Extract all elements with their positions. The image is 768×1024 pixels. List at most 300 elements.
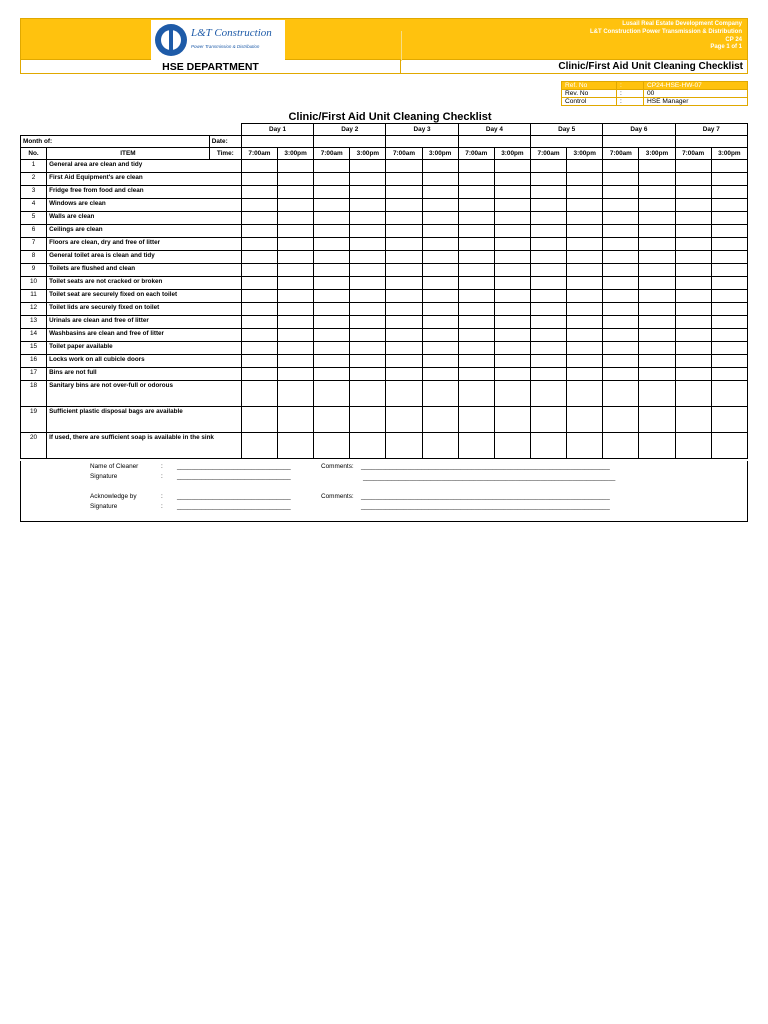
date-field[interactable] — [386, 136, 458, 148]
check-cell[interactable] — [314, 186, 350, 199]
check-cell[interactable] — [603, 251, 639, 264]
check-cell[interactable] — [278, 329, 314, 342]
check-cell[interactable] — [241, 238, 277, 251]
check-cell[interactable] — [314, 225, 350, 238]
check-cell[interactable] — [458, 212, 494, 225]
check-cell[interactable] — [458, 238, 494, 251]
check-cell[interactable] — [278, 212, 314, 225]
check-cell[interactable] — [711, 303, 747, 316]
check-cell[interactable] — [422, 173, 458, 186]
check-cell[interactable] — [639, 251, 675, 264]
check-cell[interactable] — [675, 368, 711, 381]
check-cell[interactable] — [567, 264, 603, 277]
check-cell[interactable] — [675, 290, 711, 303]
check-cell[interactable] — [458, 199, 494, 212]
date-field[interactable] — [675, 136, 747, 148]
check-cell[interactable] — [458, 355, 494, 368]
check-cell[interactable] — [422, 186, 458, 199]
comments-field[interactable]: _______________________________________________________________________ — [363, 474, 616, 481]
check-cell[interactable] — [386, 290, 422, 303]
check-cell[interactable] — [241, 173, 277, 186]
check-cell[interactable] — [675, 407, 711, 433]
check-cell[interactable] — [639, 199, 675, 212]
name-of-cleaner-field[interactable]: ________________________________ — [177, 463, 291, 470]
check-cell[interactable] — [278, 264, 314, 277]
check-cell[interactable] — [639, 381, 675, 407]
check-cell[interactable] — [639, 290, 675, 303]
check-cell[interactable] — [675, 381, 711, 407]
check-cell[interactable] — [386, 329, 422, 342]
check-cell[interactable] — [531, 212, 567, 225]
check-cell[interactable] — [567, 251, 603, 264]
day-header: Day 1 — [241, 124, 313, 136]
check-cell[interactable] — [567, 186, 603, 199]
check-cell[interactable] — [711, 199, 747, 212]
check-cell[interactable] — [350, 329, 386, 342]
check-cell[interactable] — [314, 329, 350, 342]
check-cell[interactable] — [531, 290, 567, 303]
check-cell[interactable] — [603, 212, 639, 225]
check-cell[interactable] — [531, 342, 567, 355]
check-cell[interactable] — [603, 355, 639, 368]
date-field[interactable] — [531, 136, 603, 148]
check-cell[interactable] — [675, 303, 711, 316]
check-cell[interactable] — [567, 238, 603, 251]
check-cell[interactable] — [278, 433, 314, 459]
check-cell[interactable] — [603, 407, 639, 433]
check-cell[interactable] — [278, 290, 314, 303]
check-cell[interactable] — [567, 303, 603, 316]
check-cell[interactable] — [278, 303, 314, 316]
check-cell[interactable] — [603, 381, 639, 407]
check-cell[interactable] — [675, 316, 711, 329]
check-cell[interactable] — [241, 355, 277, 368]
check-cell[interactable] — [458, 225, 494, 238]
check-cell[interactable] — [241, 433, 277, 459]
check-cell[interactable] — [458, 277, 494, 290]
check-cell[interactable] — [567, 329, 603, 342]
check-cell[interactable] — [314, 173, 350, 186]
check-cell[interactable] — [386, 355, 422, 368]
check-cell[interactable] — [422, 290, 458, 303]
check-cell[interactable] — [531, 407, 567, 433]
check-cell[interactable] — [386, 407, 422, 433]
check-cell[interactable] — [422, 303, 458, 316]
check-cell[interactable] — [386, 199, 422, 212]
check-cell[interactable] — [567, 160, 603, 173]
check-cell[interactable] — [422, 329, 458, 342]
check-cell[interactable] — [314, 368, 350, 381]
check-cell[interactable] — [603, 277, 639, 290]
check-cell[interactable] — [675, 433, 711, 459]
item-number: 7 — [21, 238, 47, 251]
check-cell[interactable] — [494, 199, 530, 212]
check-cell[interactable] — [567, 355, 603, 368]
check-cell[interactable] — [350, 290, 386, 303]
check-cell[interactable] — [675, 225, 711, 238]
check-cell[interactable] — [494, 251, 530, 264]
check-cell[interactable] — [603, 329, 639, 342]
check-cell[interactable] — [494, 186, 530, 199]
check-cell[interactable] — [711, 264, 747, 277]
check-cell[interactable] — [711, 277, 747, 290]
check-cell[interactable] — [386, 160, 422, 173]
check-cell[interactable] — [350, 251, 386, 264]
acknowledge-by-field[interactable]: ________________________________ — [177, 493, 291, 500]
check-cell[interactable] — [422, 433, 458, 459]
check-cell[interactable] — [350, 173, 386, 186]
check-cell[interactable] — [241, 199, 277, 212]
check-cell[interactable] — [278, 355, 314, 368]
check-cell[interactable] — [711, 212, 747, 225]
check-cell[interactable] — [531, 316, 567, 329]
date-field[interactable] — [603, 136, 675, 148]
check-cell[interactable] — [458, 407, 494, 433]
check-cell[interactable] — [278, 277, 314, 290]
check-cell[interactable] — [494, 381, 530, 407]
check-cell[interactable] — [386, 173, 422, 186]
comments-field[interactable]: ______________________________________________________________________ — [361, 493, 610, 500]
check-cell[interactable] — [675, 251, 711, 264]
check-cell[interactable] — [675, 355, 711, 368]
check-cell[interactable] — [314, 381, 350, 407]
check-cell[interactable] — [711, 368, 747, 381]
check-cell[interactable] — [386, 212, 422, 225]
check-cell[interactable] — [531, 251, 567, 264]
check-cell[interactable] — [350, 368, 386, 381]
check-cell[interactable] — [350, 160, 386, 173]
check-cell[interactable] — [494, 277, 530, 290]
check-cell[interactable] — [675, 264, 711, 277]
check-cell[interactable] — [711, 433, 747, 459]
table-row — [21, 290, 748, 303]
check-cell[interactable] — [639, 238, 675, 251]
check-cell[interactable] — [494, 407, 530, 433]
check-cell[interactable] — [675, 238, 711, 251]
check-cell[interactable] — [241, 225, 277, 238]
check-cell[interactable] — [458, 264, 494, 277]
check-cell[interactable] — [314, 264, 350, 277]
check-cell[interactable] — [422, 368, 458, 381]
check-cell[interactable] — [422, 355, 458, 368]
check-cell[interactable] — [567, 277, 603, 290]
check-cell[interactable] — [531, 303, 567, 316]
check-cell[interactable] — [241, 316, 277, 329]
check-cell[interactable] — [278, 199, 314, 212]
check-cell[interactable] — [494, 355, 530, 368]
check-cell[interactable] — [386, 381, 422, 407]
check-cell[interactable] — [458, 433, 494, 459]
check-cell[interactable] — [422, 264, 458, 277]
check-cell[interactable] — [350, 316, 386, 329]
check-cell[interactable] — [531, 329, 567, 342]
time-header: 7:00am — [603, 148, 639, 160]
check-cell[interactable] — [711, 381, 747, 407]
check-cell[interactable] — [494, 303, 530, 316]
check-cell[interactable] — [422, 381, 458, 407]
check-cell[interactable] — [531, 186, 567, 199]
check-cell[interactable] — [639, 303, 675, 316]
check-cell[interactable] — [531, 225, 567, 238]
check-cell[interactable] — [603, 225, 639, 238]
check-cell[interactable] — [422, 251, 458, 264]
check-cell[interactable] — [278, 407, 314, 433]
check-cell[interactable] — [711, 290, 747, 303]
check-cell[interactable] — [567, 381, 603, 407]
check-cell[interactable] — [422, 316, 458, 329]
check-cell[interactable] — [603, 160, 639, 173]
check-cell[interactable] — [241, 368, 277, 381]
check-cell[interactable] — [241, 329, 277, 342]
comments-field[interactable]: ______________________________________________________________________ — [361, 463, 610, 470]
check-cell[interactable] — [241, 290, 277, 303]
check-cell[interactable] — [603, 199, 639, 212]
check-cell[interactable] — [350, 342, 386, 355]
check-cell[interactable] — [241, 160, 277, 173]
check-cell[interactable] — [603, 433, 639, 459]
check-cell[interactable] — [531, 199, 567, 212]
check-cell[interactable] — [314, 160, 350, 173]
check-cell[interactable] — [639, 160, 675, 173]
check-cell[interactable] — [494, 212, 530, 225]
check-cell[interactable] — [422, 407, 458, 433]
check-cell[interactable] — [278, 173, 314, 186]
check-cell[interactable] — [639, 329, 675, 342]
check-cell[interactable] — [711, 186, 747, 199]
check-cell[interactable] — [278, 342, 314, 355]
check-cell[interactable] — [675, 160, 711, 173]
check-cell[interactable] — [314, 277, 350, 290]
check-cell[interactable] — [494, 160, 530, 173]
check-cell[interactable] — [603, 290, 639, 303]
check-cell[interactable] — [241, 277, 277, 290]
check-cell[interactable] — [278, 186, 314, 199]
check-cell[interactable] — [314, 251, 350, 264]
check-cell[interactable] — [567, 368, 603, 381]
check-cell[interactable] — [422, 225, 458, 238]
check-cell[interactable] — [350, 238, 386, 251]
check-cell[interactable] — [494, 329, 530, 342]
check-cell[interactable] — [711, 329, 747, 342]
check-cell[interactable] — [458, 316, 494, 329]
check-cell[interactable] — [639, 277, 675, 290]
check-cell[interactable] — [711, 238, 747, 251]
check-cell[interactable] — [386, 264, 422, 277]
check-cell[interactable] — [639, 355, 675, 368]
check-cell[interactable] — [350, 264, 386, 277]
check-cell[interactable] — [711, 225, 747, 238]
date-field[interactable] — [458, 136, 530, 148]
check-cell[interactable] — [458, 329, 494, 342]
check-cell[interactable] — [314, 342, 350, 355]
check-cell[interactable] — [711, 316, 747, 329]
check-cell[interactable] — [603, 342, 639, 355]
check-cell[interactable] — [639, 212, 675, 225]
check-cell[interactable] — [711, 355, 747, 368]
signature-field[interactable]: ________________________________ — [177, 473, 291, 480]
check-cell[interactable] — [278, 160, 314, 173]
check-cell[interactable] — [639, 316, 675, 329]
check-cell[interactable] — [531, 160, 567, 173]
check-cell[interactable] — [494, 433, 530, 459]
check-cell[interactable] — [675, 212, 711, 225]
check-cell[interactable] — [567, 290, 603, 303]
check-cell[interactable] — [314, 316, 350, 329]
check-cell[interactable] — [567, 407, 603, 433]
check-cell[interactable] — [603, 173, 639, 186]
check-cell[interactable] — [422, 238, 458, 251]
check-cell[interactable] — [350, 303, 386, 316]
check-cell[interactable] — [675, 329, 711, 342]
check-cell[interactable] — [241, 186, 277, 199]
check-cell[interactable] — [567, 316, 603, 329]
check-cell[interactable] — [531, 238, 567, 251]
check-cell[interactable] — [603, 316, 639, 329]
check-cell[interactable] — [494, 173, 530, 186]
check-cell[interactable] — [458, 186, 494, 199]
check-cell[interactable] — [675, 173, 711, 186]
check-cell[interactable] — [422, 199, 458, 212]
check-cell[interactable] — [241, 212, 277, 225]
check-cell[interactable] — [567, 199, 603, 212]
check-cell[interactable] — [603, 264, 639, 277]
check-cell[interactable] — [531, 173, 567, 186]
check-cell[interactable] — [494, 264, 530, 277]
check-cell[interactable] — [494, 290, 530, 303]
check-cell[interactable] — [386, 251, 422, 264]
check-cell[interactable] — [386, 342, 422, 355]
check-cell[interactable] — [675, 186, 711, 199]
check-cell[interactable] — [567, 173, 603, 186]
check-cell[interactable] — [314, 355, 350, 368]
check-cell[interactable] — [350, 186, 386, 199]
check-cell[interactable] — [567, 225, 603, 238]
check-cell[interactable] — [458, 251, 494, 264]
check-cell[interactable] — [458, 290, 494, 303]
check-cell[interactable] — [531, 277, 567, 290]
check-cell[interactable] — [350, 199, 386, 212]
check-cell[interactable] — [422, 277, 458, 290]
check-cell[interactable] — [603, 303, 639, 316]
check-cell[interactable] — [386, 238, 422, 251]
check-cell[interactable] — [350, 433, 386, 459]
check-cell[interactable] — [494, 225, 530, 238]
check-cell[interactable] — [386, 433, 422, 459]
date-field[interactable] — [314, 136, 386, 148]
check-cell[interactable] — [567, 212, 603, 225]
check-cell[interactable] — [350, 355, 386, 368]
check-cell[interactable] — [494, 342, 530, 355]
check-cell[interactable] — [314, 238, 350, 251]
check-cell[interactable] — [350, 212, 386, 225]
check-cell[interactable] — [639, 186, 675, 199]
check-cell[interactable] — [711, 342, 747, 355]
check-cell[interactable] — [458, 342, 494, 355]
check-cell[interactable] — [278, 368, 314, 381]
check-cell[interactable] — [386, 186, 422, 199]
check-cell[interactable] — [350, 407, 386, 433]
check-cell[interactable] — [639, 407, 675, 433]
check-cell[interactable] — [603, 368, 639, 381]
check-cell[interactable] — [494, 238, 530, 251]
check-cell[interactable] — [639, 342, 675, 355]
check-cell[interactable] — [386, 368, 422, 381]
check-cell[interactable] — [603, 186, 639, 199]
check-cell[interactable] — [675, 277, 711, 290]
check-cell[interactable] — [458, 368, 494, 381]
check-cell[interactable] — [241, 407, 277, 433]
check-cell[interactable] — [567, 433, 603, 459]
check-cell[interactable] — [278, 225, 314, 238]
check-cell[interactable] — [241, 303, 277, 316]
check-cell[interactable] — [314, 303, 350, 316]
check-cell[interactable] — [531, 433, 567, 459]
check-cell[interactable] — [458, 160, 494, 173]
check-cell[interactable] — [711, 160, 747, 173]
ref-sep: : — [617, 90, 644, 98]
check-cell[interactable] — [386, 316, 422, 329]
check-cell[interactable] — [603, 238, 639, 251]
check-cell[interactable] — [241, 251, 277, 264]
check-cell[interactable] — [314, 433, 350, 459]
check-cell[interactable] — [241, 342, 277, 355]
check-cell[interactable] — [639, 368, 675, 381]
check-cell[interactable] — [278, 381, 314, 407]
check-cell[interactable] — [278, 316, 314, 329]
check-cell[interactable] — [278, 238, 314, 251]
check-cell[interactable] — [314, 290, 350, 303]
check-cell[interactable] — [639, 173, 675, 186]
check-cell[interactable] — [458, 381, 494, 407]
check-cell[interactable] — [531, 264, 567, 277]
check-cell[interactable] — [241, 381, 277, 407]
check-cell[interactable] — [350, 225, 386, 238]
check-cell[interactable] — [422, 342, 458, 355]
check-cell[interactable] — [350, 381, 386, 407]
check-cell[interactable] — [531, 355, 567, 368]
check-cell[interactable] — [639, 225, 675, 238]
check-cell[interactable] — [422, 212, 458, 225]
date-field[interactable] — [241, 136, 313, 148]
check-cell[interactable] — [494, 316, 530, 329]
check-cell[interactable] — [639, 264, 675, 277]
check-cell[interactable] — [386, 225, 422, 238]
check-cell[interactable] — [494, 368, 530, 381]
check-cell[interactable] — [314, 199, 350, 212]
check-cell[interactable] — [711, 173, 747, 186]
check-cell[interactable] — [567, 342, 603, 355]
check-cell[interactable] — [675, 342, 711, 355]
signature-field[interactable]: ________________________________ — [177, 503, 291, 510]
check-cell[interactable] — [241, 264, 277, 277]
check-cell[interactable] — [386, 277, 422, 290]
check-cell[interactable] — [314, 212, 350, 225]
check-cell[interactable] — [711, 407, 747, 433]
check-cell[interactable] — [458, 303, 494, 316]
check-cell[interactable] — [639, 433, 675, 459]
check-cell[interactable] — [422, 160, 458, 173]
check-cell[interactable] — [531, 381, 567, 407]
check-cell[interactable] — [350, 277, 386, 290]
check-cell[interactable] — [711, 251, 747, 264]
check-cell[interactable] — [278, 251, 314, 264]
check-cell[interactable] — [531, 368, 567, 381]
check-cell[interactable] — [314, 407, 350, 433]
check-cell[interactable] — [675, 199, 711, 212]
check-cell[interactable] — [386, 303, 422, 316]
check-cell[interactable] — [458, 173, 494, 186]
comments-field[interactable]: ______________________________________________________________________ — [361, 503, 610, 510]
